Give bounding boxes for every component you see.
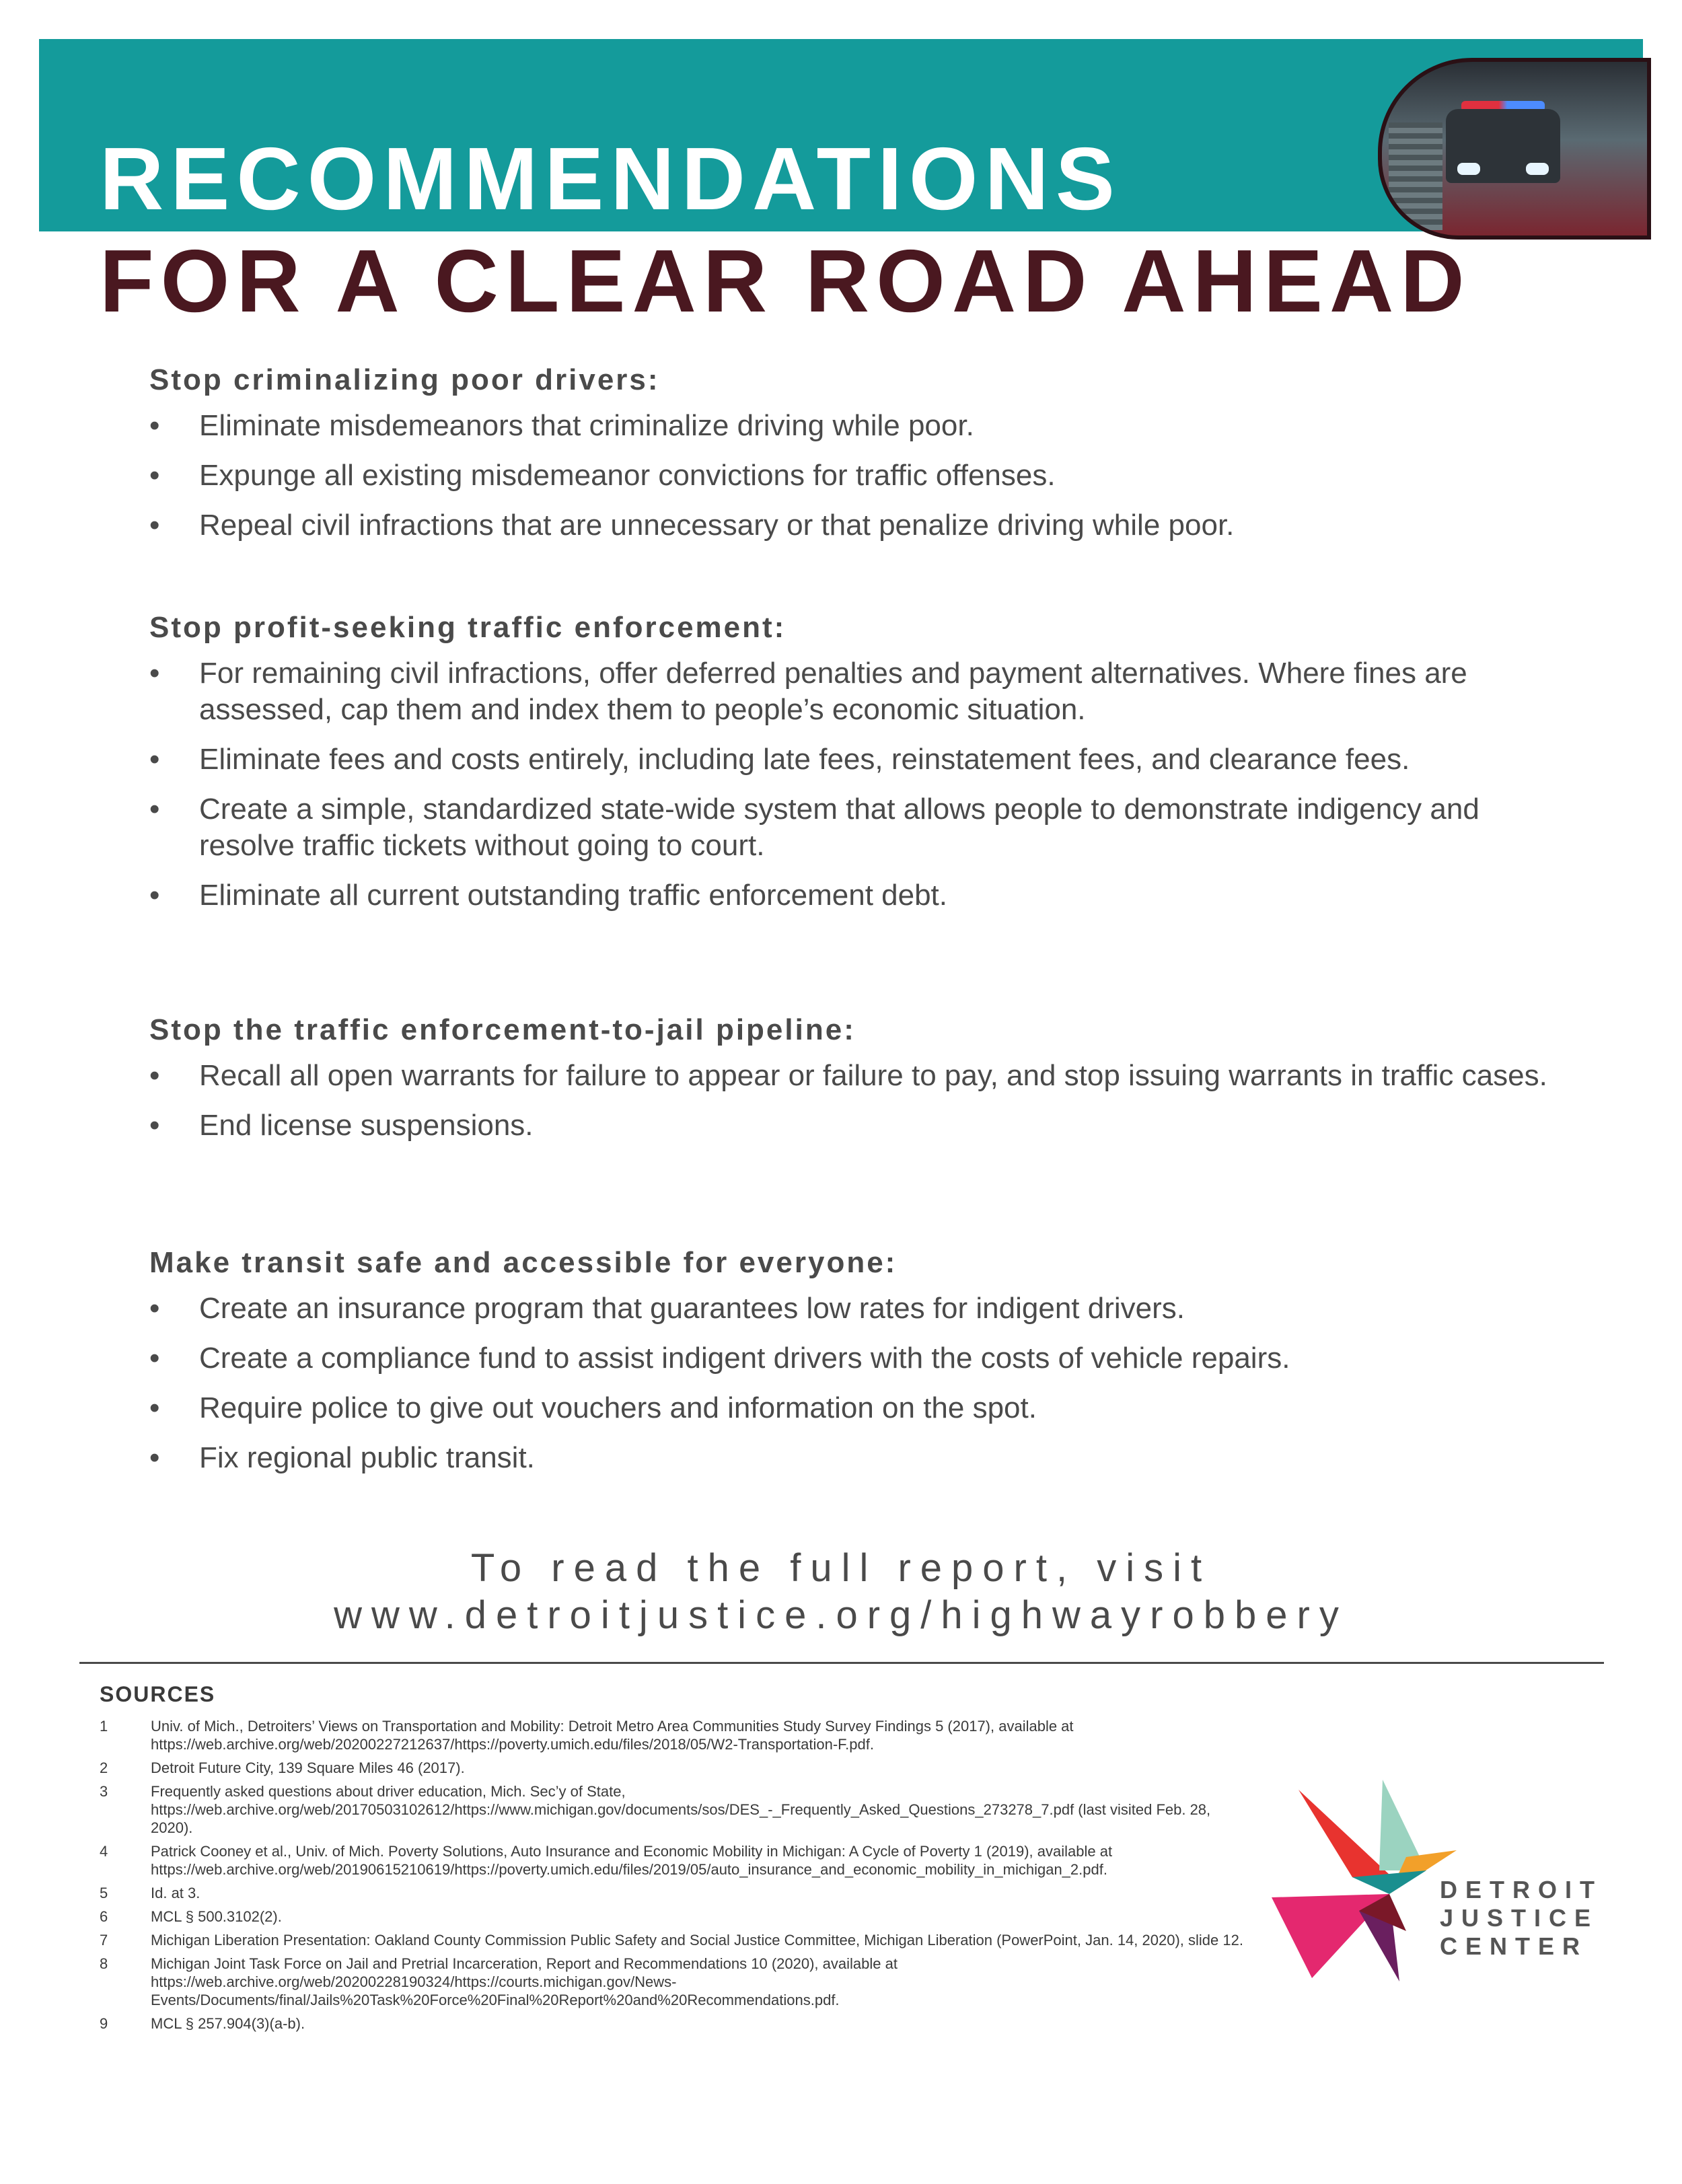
bullet-icon: • <box>149 1391 160 1424</box>
source-text: MCL § 500.3102(2). <box>151 1908 282 1925</box>
source-text: Michigan Joint Task Force on Jail and Pretrial Incarceration, Report and Recommendations 10 (2020), available at https://web.archive.org/web/20200228190324/https://courts.michigan.gov/News-Events/Documents/final/Jails%20Task%20Force%20Final%20Report%20and%20Recommendations.pdf. <box>151 1955 898 2008</box>
list-item-text: End license suspensions. <box>199 1109 534 1142</box>
list-item-text: Create an insurance program that guarantees low rates for indigent drivers. <box>199 1292 1185 1325</box>
section-jail-pipeline <box>149 1012 1562 1157</box>
recommendation-list <box>149 408 1562 544</box>
source-text: Patrick Cooney et al., Univ. of Mich. Poverty Solutions, Auto Insurance and Economic Mobility in Michigan: A Cycle of Poverty 1 (2019), available at https://web.archive.org/web/20190615210619/https://poverty.umich.edu/files/2019/05/auto_insurance_and_economic_mobility_in_michigan_2.pdf. <box>151 1843 1113 1878</box>
source-text: Frequently asked questions about driver education, Mich. Sec’y of State, https://web.archive.org/web/20170503102612/https://www.michigan.gov/documents/sos/DES_-_Frequently_Asked_Questions_273278_7.pdf (last visited Feb. 28, 2020). <box>151 1783 1211 1836</box>
source-number: 1 <box>100 1718 108 1735</box>
list-item <box>149 1290 1562 1327</box>
source-number: 5 <box>100 1885 108 1901</box>
source-item <box>100 1782 1243 1837</box>
sources-heading: SOURCES <box>100 1682 216 1706</box>
section-heading: Stop criminalizing poor drivers: <box>149 363 660 396</box>
source-item <box>100 1884 1243 1902</box>
source-number: 8 <box>100 1955 108 1972</box>
list-item-text: Require police to give out vouchers and information on the spot. <box>199 1391 1037 1424</box>
source-item <box>100 1842 1243 1879</box>
source-number: 6 <box>100 1908 108 1925</box>
source-item <box>100 1955 1243 2009</box>
cta-line1: To read the full report, visit <box>470 1546 1212 1590</box>
section-transit <box>149 1245 1562 1490</box>
section-profit-seeking <box>149 610 1562 927</box>
list-item <box>149 655 1562 728</box>
list-item-text: Create a simple, standardized state-wide system that allows people to demonstrate indigency and resolve traffic tickets without going to court. <box>199 793 1479 862</box>
list-item-text: Repeal civil infractions that are unnecessary or that penalize driving while poor. <box>199 509 1235 542</box>
report-url-link[interactable]: www.detroitjustice.org/highwayrobbery <box>334 1593 1348 1637</box>
mirror-steps-shape <box>1389 122 1442 230</box>
headlight-right-shape <box>1526 163 1549 175</box>
list-item-text: Fix regional public transit. <box>199 1441 535 1474</box>
list-item <box>149 408 1562 444</box>
list-item-text: Create a compliance fund to assist indigent drivers with the costs of vehicle repairs. <box>199 1342 1290 1375</box>
source-number: 2 <box>100 1759 108 1776</box>
source-text: MCL § 257.904(3)(a-b). <box>151 2015 305 2032</box>
list-item <box>149 877 1562 914</box>
bullet-icon: • <box>149 1292 160 1325</box>
source-item <box>100 1717 1243 1753</box>
source-text: Michigan Liberation Presentation: Oakland County Commission Public Safety and Social Justice Committee, Michigan Liberation (PowerPoint, Jan. 14, 2020), slide 12. <box>151 1932 1243 1949</box>
recommendation-list <box>149 1290 1562 1476</box>
source-number: 7 <box>100 1932 108 1949</box>
list-item <box>149 1340 1562 1377</box>
list-item-text: Eliminate misdemeanors that criminalize driving while poor. <box>199 409 974 442</box>
page-title-line1: RECOMMENDATIONS <box>100 129 1122 228</box>
list-item <box>149 1058 1562 1094</box>
source-text: Univ. of Mich., Detroiters’ Views on Transportation and Mobility: Detroit Metro Area Communities Study Survey Findings 5 (2017), available at https://web.archive.org/web/20200227212637/https://poverty.umich.edu/files/2018/05/W2-Transportation-F.pdf. <box>151 1718 1074 1753</box>
source-item <box>100 2014 1243 2033</box>
section-criminalizing <box>149 362 1562 557</box>
page-title-line2: FOR A CLEAR ROAD AHEAD <box>100 231 1471 330</box>
logo-line3: CENTER <box>1440 1932 1588 1960</box>
recommendation-list <box>149 1058 1562 1144</box>
section-heading: Stop profit-seeking traffic enforcement: <box>149 611 787 644</box>
police-car-mirror-image <box>1378 58 1651 240</box>
section-heading: Make transit safe and accessible for everyone: <box>149 1246 898 1279</box>
logo-line1: DETROIT <box>1440 1876 1603 1903</box>
bullet-icon: • <box>149 409 160 442</box>
list-item <box>149 791 1562 864</box>
list-item <box>149 741 1562 778</box>
list-item-text: Eliminate all current outstanding traffic enforcement debt. <box>199 879 948 912</box>
sources-list <box>100 1717 1243 2038</box>
list-item-text: Eliminate fees and costs entirely, including late fees, reinstatement fees, and clearance fees. <box>199 743 1410 776</box>
list-item-text: For remaining civil infractions, offer deferred penalties and payment alternatives. Where fines are assessed, cap them and index them to people’s economic situation. <box>199 657 1467 726</box>
list-item-text: Expunge all existing misdemeanor convictions for traffic offenses. <box>199 459 1056 492</box>
source-number: 9 <box>100 2015 108 2032</box>
source-item <box>100 1759 1243 1777</box>
bullet-icon: • <box>149 459 160 492</box>
bullet-icon: • <box>149 509 160 542</box>
source-text: Detroit Future City, 139 Square Miles 46 (2017). <box>151 1759 465 1776</box>
sources-divider <box>79 1662 1604 1664</box>
source-text: Id. at 3. <box>151 1885 200 1901</box>
source-number: 3 <box>100 1783 108 1800</box>
section-heading: Stop the traffic enforcement-to-jail pipeline: <box>149 1013 856 1046</box>
bullet-icon: • <box>149 1342 160 1375</box>
logo-wordmark <box>1440 1876 1603 1961</box>
list-item <box>149 1440 1562 1476</box>
list-item <box>149 507 1562 544</box>
bullet-icon: • <box>149 879 160 912</box>
bullet-icon: • <box>149 743 160 776</box>
logo-line2: JUSTICE <box>1440 1904 1599 1932</box>
recommendation-list <box>149 655 1562 914</box>
source-number: 4 <box>100 1843 108 1860</box>
bullet-icon: • <box>149 1109 160 1142</box>
bullet-icon: • <box>149 1059 160 1092</box>
list-item <box>149 1107 1562 1144</box>
list-item <box>149 1390 1562 1426</box>
bullet-icon: • <box>149 1441 160 1474</box>
list-item <box>149 458 1562 494</box>
source-item <box>100 1907 1243 1926</box>
bullet-icon: • <box>149 657 160 690</box>
bullet-icon: • <box>149 793 160 826</box>
list-item-text: Recall all open warrants for failure to appear or failure to pay, and stop issuing warrants in traffic cases. <box>199 1059 1547 1092</box>
source-item <box>100 1931 1243 1949</box>
headlight-left-shape <box>1457 163 1480 175</box>
